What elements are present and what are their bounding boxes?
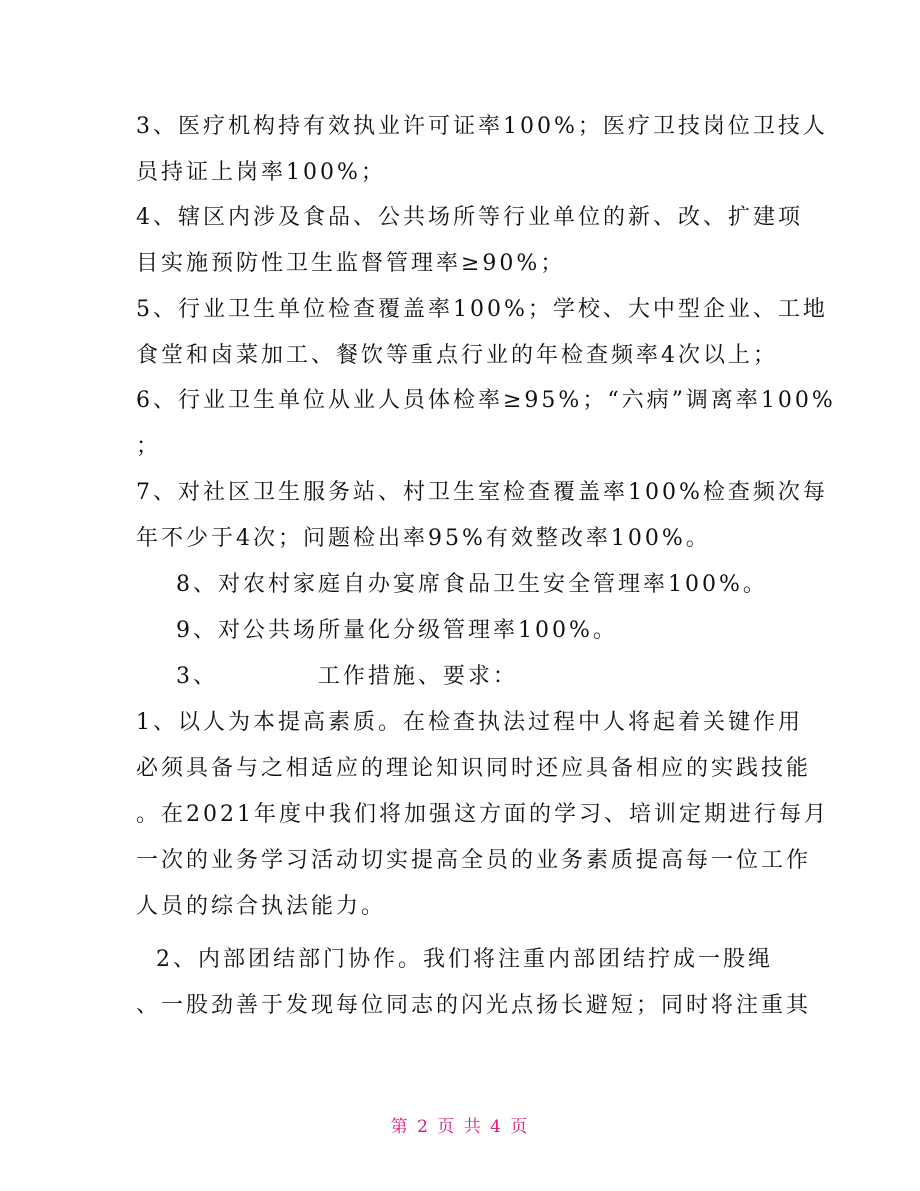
text-line: 年不少于4次；问题检出率95%有效整改率100%。 <box>136 526 711 551</box>
text-line: 6、行业卫生单位从业人员体检率≥95%；“六病”调离率100% <box>136 388 836 413</box>
text-line: 1、以人为本提高素质。在检查执法过程中人将起着关键作用 <box>136 710 803 735</box>
text-line: 、一股劲善于发现每位同志的闪光点扬长避短；同时将注重其 <box>136 993 812 1018</box>
text-line: 7、对社区卫生服务站、村卫生室检查覆盖率100%检查频次每 <box>136 480 828 505</box>
text-line: 一次的业务学习活动切实提高全员的业务素质提高每一位工作 <box>136 848 812 873</box>
text-line: 3、医疗机构持有效执业许可证率100%；医疗卫技岗位卫技人 <box>136 114 828 139</box>
text-line: 目实施预防性卫生监督管理率≥90%； <box>136 251 566 276</box>
text-line: 食堂和卤菜加工、餐饮等重点行业的年检查频率4次以上； <box>136 343 778 368</box>
page-number-footer: 第 2 页 共 4 页 <box>390 1117 530 1137</box>
text-line: 8、对农村家庭自办宴席食品卫生安全管理率100%。 <box>136 572 768 597</box>
text-line: 。在2021年度中我们将加强这方面的学习、培训定期进行每月 <box>136 802 829 827</box>
section-heading: 3、 工作措施、要求： <box>136 664 518 689</box>
text-line: 人员的综合执法能力。 <box>136 894 387 919</box>
text-line: ； <box>136 434 162 459</box>
text-line: 9、对公共场所量化分级管理率100%。 <box>136 618 618 643</box>
text-line: 必须具备与之相适应的理论知识同时还应具备相应的实践技能 <box>136 756 812 781</box>
text-line: 2、内部团结部门协作。我们将注重内部团结拧成一股绳 <box>136 947 773 972</box>
text-line: 员持证上岗率100%； <box>136 160 386 185</box>
text-line: 5、行业卫生单位检查覆盖率100%；学校、大中型企业、工地 <box>136 297 828 322</box>
text-line: 4、辖区内涉及食品、公共场所等行业单位的新、改、扩建项 <box>136 205 803 230</box>
